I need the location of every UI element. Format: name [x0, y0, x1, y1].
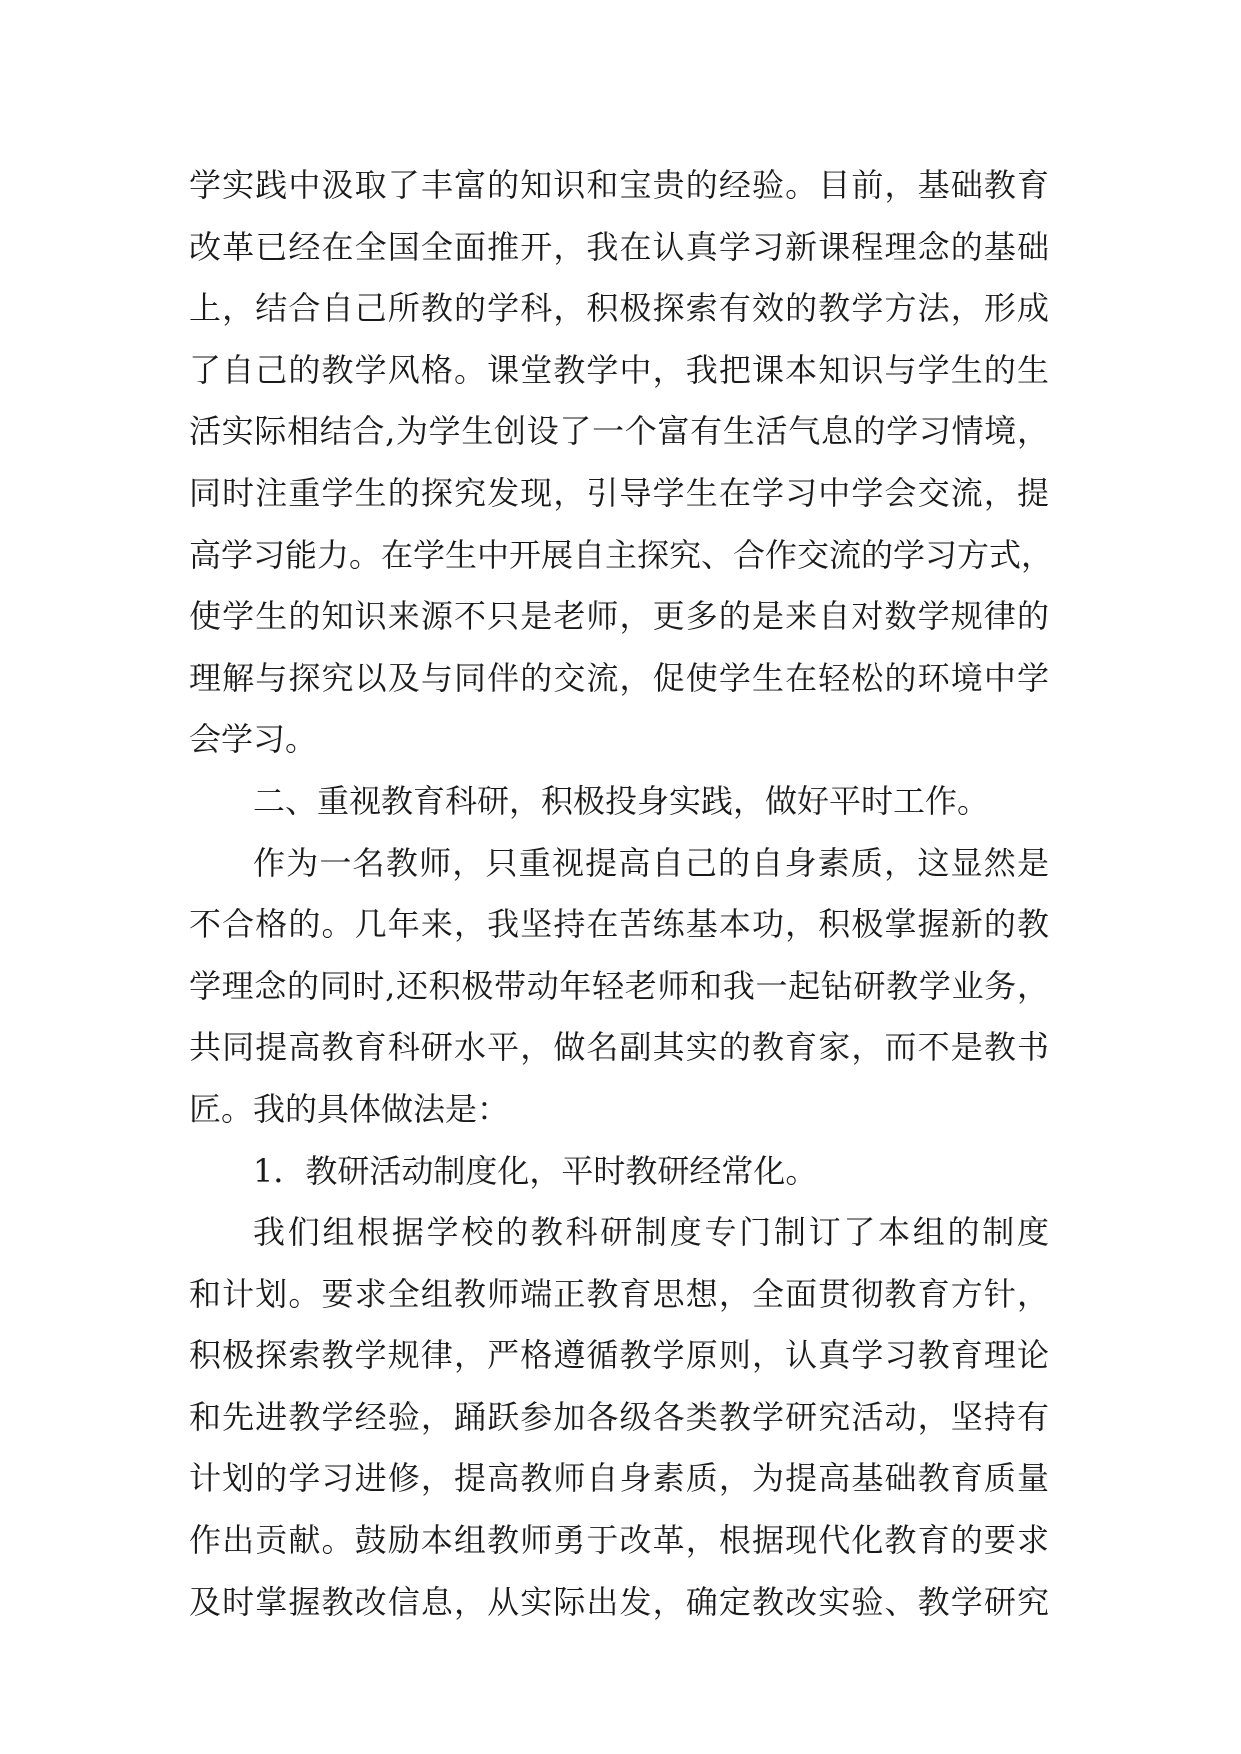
text-line: 上，结合自己所教的学科，积极探索有效的教学方法，形成 — [189, 289, 1049, 328]
text-line: 改革已经在全国全面推开，我在认真学习新课程理念的基础 — [189, 227, 1049, 266]
text-line: 和先进教学经验，踊跃参加各级各类教学研究活动，坚持有 — [189, 1397, 1049, 1436]
text-line: 使学生的知识来源不只是老师，更多的是来自对数学规律的 — [189, 597, 1049, 636]
text-line: 会学习。 — [189, 720, 318, 759]
text-line: 计划的学习进修，提高教师自身素质，为提高基础教育质量 — [189, 1459, 1049, 1498]
text-line: 和计划。要求全组教师端正教育思想，全面贯彻教育方针， — [189, 1274, 1049, 1313]
text-line: 高学习能力。在学生中开展自主探究、合作交流的学习方式， — [189, 535, 1054, 574]
text-line: 作出贡献。鼓励本组教师勇于改革，根据现代化教育的要求 — [189, 1521, 1049, 1560]
section-heading: 二、重视教育科研，积极投身实践，做好平时工作。 — [253, 781, 990, 820]
text-line: 学理念的同时,还积极带动年轻老师和我一起钻研教学业务， — [189, 966, 1049, 1005]
text-line: 学实践中汲取了丰富的知识和宝贵的经验。目前，基础教育 — [189, 166, 1049, 204]
text-line: 不合格的。几年来，我坚持在苦练基本功，积极掌握新的教 — [189, 905, 1049, 944]
document-body — [189, 155, 1054, 1633]
text-line: 了自己的教学风格。课堂教学中，我把课本知识与学生的生 — [189, 350, 1049, 389]
text-line: 同时注重学生的探究发现，引导学生在学习中学会交流，提 — [189, 473, 1049, 512]
text-line: 积极探索教学规律，严格遵循教学原则，认真学习教育理论 — [189, 1336, 1049, 1375]
text-line: 作为一名教师，只重视提高自己的自身素质，这显然是 — [253, 843, 1049, 882]
subsection-heading: 1．教研活动制度化，平时教研经常化。 — [253, 1151, 818, 1190]
text-line: 活实际相结合,为学生创设了一个富有生活气息的学习情境， — [189, 412, 1049, 451]
text-line: 我们组根据学校的教科研制度专门制订了本组的制度 — [253, 1213, 1049, 1252]
text-line: 理解与探究以及与同伴的交流，促使学生在轻松的环境中学 — [189, 658, 1049, 697]
text-line: 共同提高教育科研水平，做名副其实的教育家，而不是教书 — [189, 1028, 1049, 1067]
text-line: 匠。我的具体做法是： — [189, 1089, 510, 1128]
text-line: 及时掌握教改信息，从实际出发，确定教改实验、教学研究 — [189, 1582, 1049, 1621]
